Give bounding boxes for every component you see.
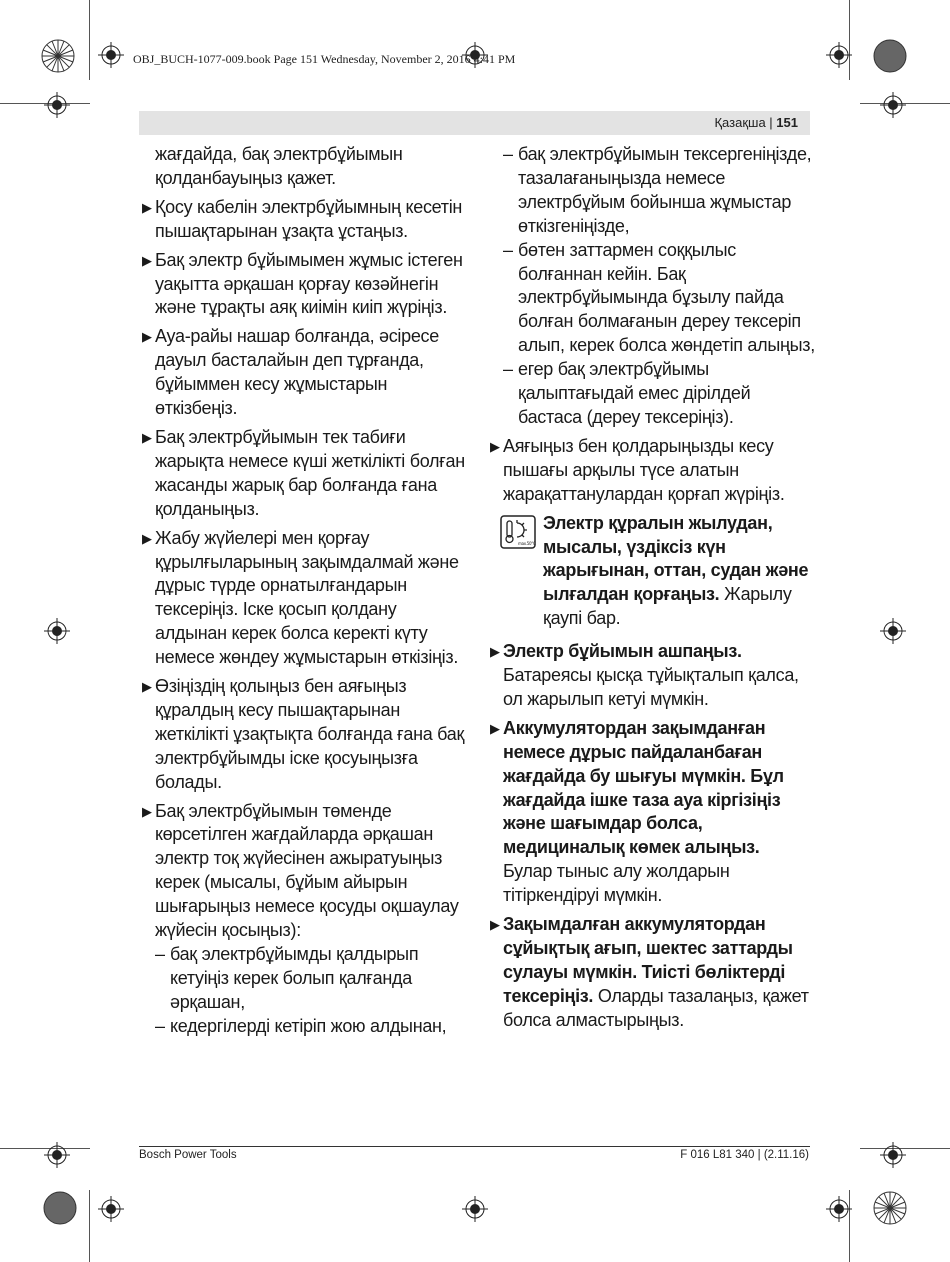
bullet-item (140, 527, 470, 670)
bullet-text: Бақ электрбұйымын төменде көрсетілген жағдайларда әрқашан электр тоқ жүйесінен ажыратуыңыз керек (мысалы, бұйым айырын шығарыңыз немесе қосуды оқшаулау жүйесін қосыңыз): (155, 800, 459, 941)
dash-item: – егер бақ электрбұйымы қалыптағыдай емес дірілдей бастаса (дереу тексеріңіз). (503, 359, 751, 427)
triangle-bullet-icon: ▶ (142, 679, 152, 695)
paragraph: жағдайда, бақ электрбұйымын қолданбауыңыз қажет. (155, 144, 403, 188)
bullet-item (140, 249, 470, 321)
bullet-bold-text: Электр бұйымын ашпаңыз. (503, 641, 742, 662)
dash-item: – бақ электрбұйымды қалдырып кетуіңіз керек болып қалғанда әрқашан, (155, 944, 419, 1012)
warning-text: Жарылу қаупі бар. (543, 584, 792, 629)
dash-item: – кедергілерді кетіріп жою алдынан, (155, 1015, 447, 1036)
dash-item: – бөтен заттармен соққылыс болғаннан кейін. Бақ электрбұйымында бұзылу пайда болған болмағанын дереу тексеріп алып, керек болса жөндетіп алыңыз, (503, 239, 815, 356)
triangle-bullet-icon: ▶ (490, 917, 500, 933)
registration-mark-icon (44, 618, 70, 644)
bullet-text: Булар тыныс алу жолдарын тітіркендіруі мүмкін. (503, 861, 730, 906)
bullet-item (140, 800, 470, 943)
bullet-item (488, 717, 818, 908)
bullet-item (140, 426, 470, 522)
registration-mark-icon (880, 1142, 906, 1168)
registration-mark-icon (880, 618, 906, 644)
triangle-bullet-icon: ▶ (142, 530, 152, 546)
bullet-text: Жабу жүйелері мен қорғау құрылғыларының зақымдалмай және дұрыс түрде орнатылғандарын тексеріңіз. Іске қосып қолдану алдынан керек болса керекті күту немесе жөндеу жұмыстарын өткізіңіз. (155, 527, 459, 668)
page-header-bar (139, 111, 810, 135)
crop-line (849, 0, 850, 80)
heat-warning-icon (500, 515, 536, 549)
bullet-bold-text: Зақымдалған аккумулятордан сұйықтық ағып, шектес заттарды сулауы мүмкін. Тиісті бөліктерді тексеріңіз. (503, 914, 793, 1006)
page-number: 151 (776, 115, 798, 130)
bullet-bold-text: Аккумулятордан зақымданған немесе дұрыс пайдаланбаған жағдайда бу шығуы мүмкін. Бұл жағдайда ішке таза ауа кіргізіңіз және шағымдар болса, медициналық көмек алыңыз. (503, 717, 784, 858)
warning-block (488, 512, 818, 632)
crop-header-text: OBJ_BUCH-1077-009.book Page 151 Wednesday, November 2, 2016 4:41 PM (133, 52, 516, 66)
gray-dot-mark-icon (42, 1190, 78, 1226)
bullet-text: Бақ электрбұйымын тек табиғи жарықта немесе күші жеткілікті болған жасанды жарық бар болғанда ғана қолданыңыз. (155, 426, 465, 519)
crop-line (89, 1190, 90, 1262)
language-label: Қазақша (714, 115, 766, 130)
bullet-item (140, 675, 470, 795)
bullet-text: Қосу кабелін электрбұйымның кесетін пышақтарынан ұзақта ұстаңыз. (155, 196, 463, 241)
registration-mark-icon (880, 92, 906, 118)
bullet-text: Бақ электр бұйымымен жұмыс істеген уақытта әрқашан қорғау көзәйнегін және тұрақты аяқ киімін киіп жүріңіз. (155, 249, 463, 318)
registration-mark-icon (826, 1196, 852, 1222)
bullet-item (488, 913, 818, 1033)
bullet-item (488, 435, 818, 507)
registration-mark-icon (462, 1196, 488, 1222)
dash-item: – бақ электрбұйымын тексергеніңізде, тазалағаныңызда немесе электрбұйым бойынша жұмыстар өткізгеніңізде, (503, 144, 812, 236)
gray-dot-mark-icon (872, 38, 908, 74)
triangle-bullet-icon: ▶ (490, 644, 500, 660)
svg-text:max.50°C: max.50°C (518, 540, 536, 546)
triangle-bullet-icon: ▶ (142, 429, 152, 445)
bullet-text: Аяғыңыз бен қолдарыңызды кесу пышағы арқылы түсе алатын жарақаттанулардан қорғап жүріңіз. (503, 435, 785, 504)
dash-text: бөтен заттармен соққылыс болғаннан кейін. Бақ электрбұйымында бұзылу пайда болған болмағанын дереу тексеріп алып, керек болса жөндетіп алыңыз, (518, 239, 815, 356)
footer-doc-number: F 016 L81 340 | (2.11.16) (680, 1149, 809, 1161)
warning-bold-text: Электр құралын жылудан, мысалы, үздіксіз күн жарығынан, оттан, судан және ылғалдан қорғаңыз. (543, 512, 809, 605)
triangle-bullet-icon: ▶ (142, 199, 152, 215)
dash-text: бақ электрбұйымын тексергеніңізде, тазалағаныңызда немесе электрбұйым бойынша жұмыстар өткізгеніңізде, (518, 144, 812, 236)
registration-mark-icon (98, 1196, 124, 1222)
bullet-text: Өзіңіздің қолыңыз бен аяғыңыз құралдың кесу пышақтарынан жеткілікті ұзақтықта болғанда ғана бақ электрбұйымды іске қосуыңызға болады. (155, 676, 465, 792)
right-column (488, 143, 818, 1038)
starburst-mark-icon (872, 1190, 908, 1226)
registration-mark-icon (44, 92, 70, 118)
registration-mark-icon (98, 42, 124, 68)
dash-text: кедергілерді кетіріп жою алдынан, (170, 1015, 447, 1036)
bullet-text: Оларды тазалаңыз, қажет болса алмастырыңыз. (503, 985, 809, 1030)
footer-rule (139, 1146, 810, 1147)
triangle-bullet-icon: ▶ (490, 438, 500, 454)
bullet-item (140, 325, 470, 421)
registration-mark-icon (44, 1142, 70, 1168)
page-header-label: Қазақша | 151 (714, 115, 798, 130)
triangle-bullet-icon: ▶ (490, 720, 500, 736)
crop-line (89, 0, 90, 80)
bullet-item (488, 640, 818, 712)
registration-mark-icon (826, 42, 852, 68)
triangle-bullet-icon: ▶ (142, 329, 152, 345)
bullet-text: Ауа-райы нашар болғанда, әсіресе дауыл басталайын деп тұрғанда, бұйыммен кесу жұмыстарын өткізбеңіз. (155, 326, 439, 419)
left-column (140, 143, 470, 1039)
starburst-mark-icon (40, 38, 76, 74)
triangle-bullet-icon: ▶ (142, 252, 152, 268)
bullet-item (140, 196, 470, 244)
triangle-bullet-icon: ▶ (142, 803, 152, 819)
dash-text: бақ электрбұйымды қалдырып кетуіңіз керек болып қалғанда әрқашан, (170, 944, 419, 1012)
dash-text: егер бақ электрбұйымы қалыптағыдай емес дірілдей бастаса (дереу тексеріңіз). (518, 359, 751, 427)
footer-brand: Bosch Power Tools (139, 1149, 237, 1161)
bullet-text: Батареясы қысқа тұйықталып қалса, ол жарылып кетуі мүмкін. (503, 665, 799, 709)
